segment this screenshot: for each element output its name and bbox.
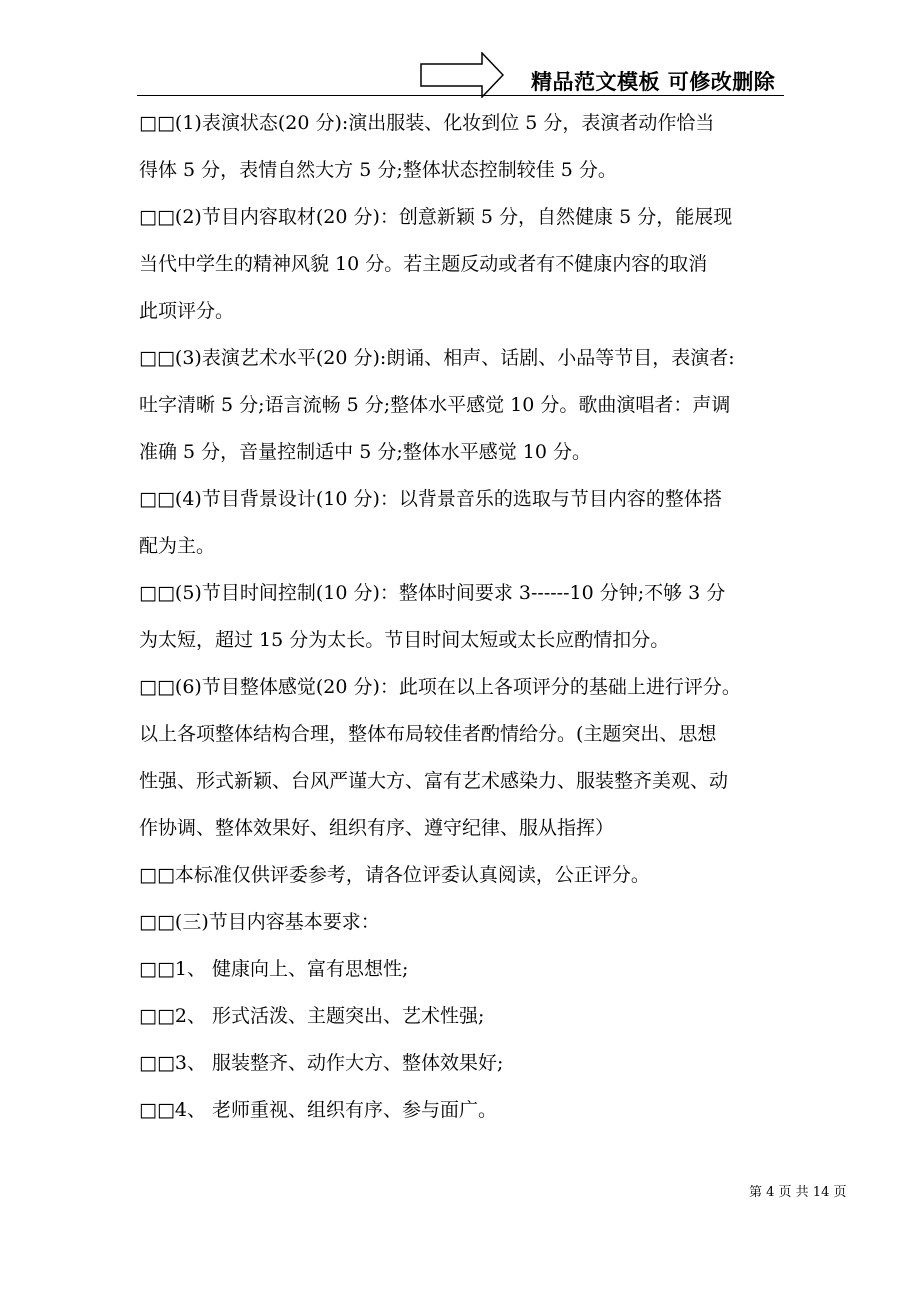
paragraph-line: 此项评分。 xyxy=(139,300,235,322)
paragraph-line: 吐字清晰 5 分;语言流畅 5 分;整体水平感觉 10 分。歌曲演唱者：声调 xyxy=(139,394,731,416)
list-item: □□1、 健康向上、富有思想性; xyxy=(139,958,409,980)
paragraph-line: □□(2)节目内容取材(20 分)：创意新颖 5 分，自然健康 5 分，能展现 xyxy=(139,206,733,228)
paragraph-line: 得体 5 分，表情自然大方 5 分;整体状态控制较佳 5 分。 xyxy=(139,159,617,181)
document-body xyxy=(139,112,799,1146)
paragraph-line: 以上各项整体结构合理，整体布局较佳者酌情给分。(主题突出、思想 xyxy=(139,723,717,745)
paragraph-line: □□(5)节目时间控制(10 分)：整体时间要求 3------10 分钟;不够 3 分 xyxy=(139,582,726,604)
paragraph-line: 作协调、整体效果好、组织有序、遵守纪律、服从指挥） xyxy=(139,817,615,839)
paragraph-line: □□(6)节目整体感觉(20 分)：此项在以上各项评分的基础上进行评分。 xyxy=(139,676,741,698)
header-title: 精品范文模板 可修改删除 xyxy=(531,70,776,94)
header-divider xyxy=(137,95,784,96)
paragraph-line: □□(三)节目内容基本要求： xyxy=(139,911,380,933)
paragraph-line: □□(4)节目背景设计(10 分)：以背景音乐的选取与节目内容的整体搭 xyxy=(139,488,722,510)
paragraph-line: 当代中学生的精神风貌 10 分。若主题反动或者有不健康内容的取消 xyxy=(139,253,708,275)
paragraph-line: □□本标准仅供评委参考，请各位评委认真阅读，公正评分。 xyxy=(139,864,650,886)
paragraph-line: 准确 5 分，音量控制适中 5 分;整体水平感觉 10 分。 xyxy=(139,441,591,463)
paragraph-line: 性强、形式新颖、台风严谨大方、富有艺术感染力、服装整齐美观、动 xyxy=(139,770,729,792)
list-item: □□2、 形式活泼、主题突出、艺术性强; xyxy=(139,1005,485,1027)
list-item: □□4、 老师重视、组织有序、参与面广。 xyxy=(139,1099,498,1121)
paragraph-line: □□(3)表演艺术水平(20 分):朗诵、相声、话剧、小品等节目，表演者: xyxy=(139,347,735,369)
paragraph-line: 为太短，超过 15 分为太长。节目时间太短或太长应酌情扣分。 xyxy=(139,629,670,651)
paragraph-line: 配为主。 xyxy=(139,535,216,557)
page-number: 第 4 页 共 14 页 xyxy=(749,1185,847,1200)
arrow-icon xyxy=(420,52,504,98)
list-item: □□3、 服装整齐、动作大方、整体效果好; xyxy=(139,1052,504,1074)
paragraph-line: □□(1)表演状态(20 分):演出服装、化妆到位 5 分，表演者动作恰当 xyxy=(139,112,715,134)
